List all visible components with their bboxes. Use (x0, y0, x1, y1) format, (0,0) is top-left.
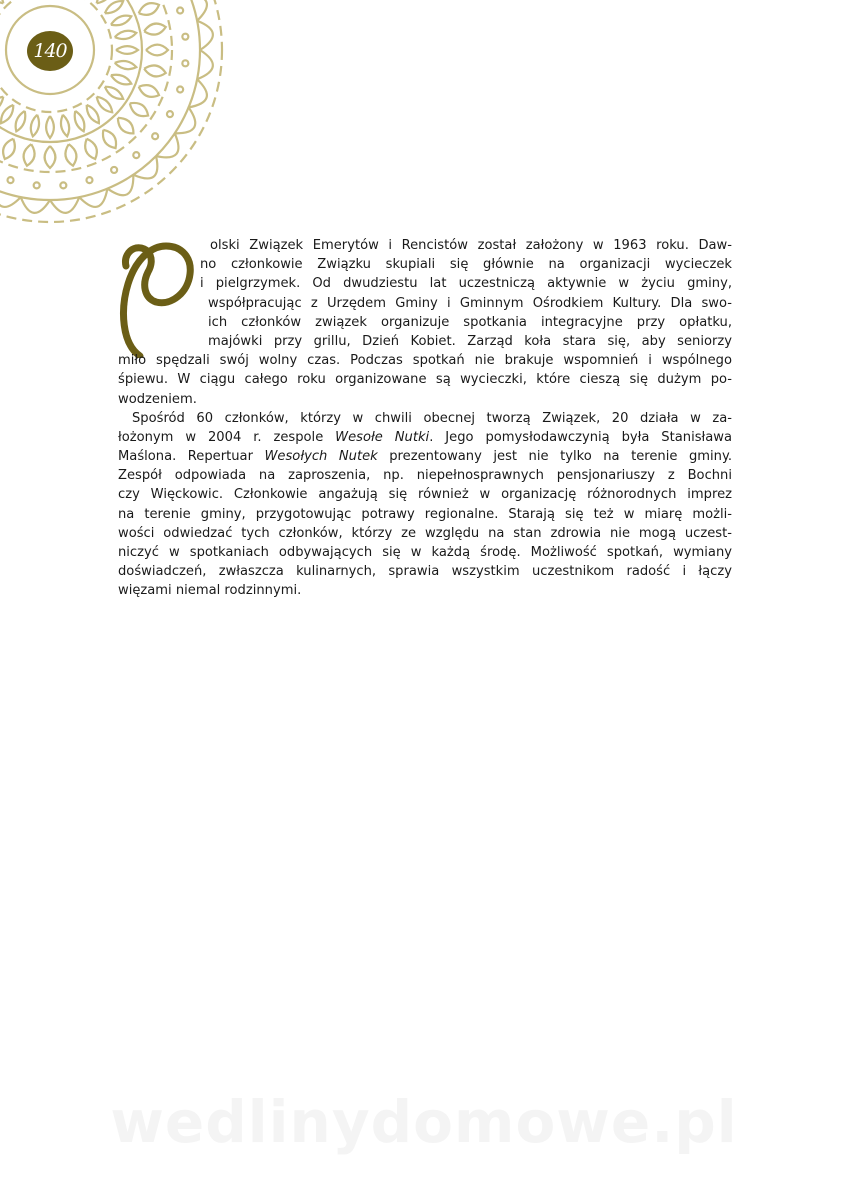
text-line: miło spędzali swój wolny czas. Podczas spotkań nie brakuje wspomnień i wspólnego (118, 353, 732, 369)
text-span: . Jego pomysłodawczynią była Stanisława (429, 429, 733, 445)
page-number: 140 (27, 31, 73, 71)
text-line: Zespół odpowiada na zaproszenia, np. niepełnosprawnych pensjonariuszy z Bochni (118, 468, 732, 484)
article-body (118, 236, 732, 601)
text-line: wości odwiedzać tych członków, którzy ze względu na stan zdrowia nie mogą uczest- (118, 525, 732, 541)
text-line: wodzeniem. (118, 391, 197, 407)
text-line: ich członków związek organizuje spotkania integracyjne przy opłatku, (208, 314, 732, 330)
text-line: olski Związek Emerytów i Rencistów został założony w 1963 roku. Daw- (210, 238, 732, 253)
text-line: niczyć w spotkaniach odbywających się w każdą środę. Możliwość spotkań, wymiany (118, 545, 732, 560)
text-line: majówki przy grillu, Dzień Kobiet. Zarząd koła stara się, aby seniorzy (208, 333, 732, 349)
watermark: wedlinydomowe.pl (110, 1088, 738, 1156)
text-line: śpiewu. W ciągu całego roku organizowane są wycieczki, które cieszą się dużym po- (118, 372, 732, 388)
text-line: na terenie gminy, przygotowując potrawy regionalne. Starają się też w miarę możli- (118, 506, 732, 522)
text-line: czy Więckowic. Członkowie angażują się również w organizację różnorodnych imprez (118, 487, 732, 503)
text-span: Maślona. Repertuar (118, 449, 265, 465)
text-line (118, 447, 732, 466)
text-line: Spośród 60 członków, którzy w chwili obecnej tworzą Związek, 20 działa w za- (132, 410, 732, 426)
text-line: więzami niemal rodzinnymi. (118, 583, 302, 599)
paragraph-2 (118, 409, 732, 601)
ensemble-name: Wesołych Nutek (264, 449, 378, 465)
paragraph-1 (118, 236, 732, 409)
text-span: prezentowany jest nie tylko na terenie gminy. (377, 449, 732, 465)
text-line: no członkowie Związku skupiali się głównie na organizacji wycieczek (200, 257, 732, 273)
text-span: łożonym w 2004 r. zespole (118, 429, 336, 445)
text-line: i pielgrzymek. Od dwudziestu lat uczestniczą aktywnie w życiu gminy, (200, 276, 732, 292)
text-line (118, 428, 732, 447)
ensemble-name: Wesołe Nutki (335, 429, 430, 445)
text-line: doświadczeń, zwłaszcza kulinarnych, sprawia wszystkim uczestnikom radość i łączy (118, 564, 732, 580)
text-line: współpracując z Urzędem Gminy i Gminnym Ośrodkiem Kultury. Dla swo- (208, 295, 732, 311)
